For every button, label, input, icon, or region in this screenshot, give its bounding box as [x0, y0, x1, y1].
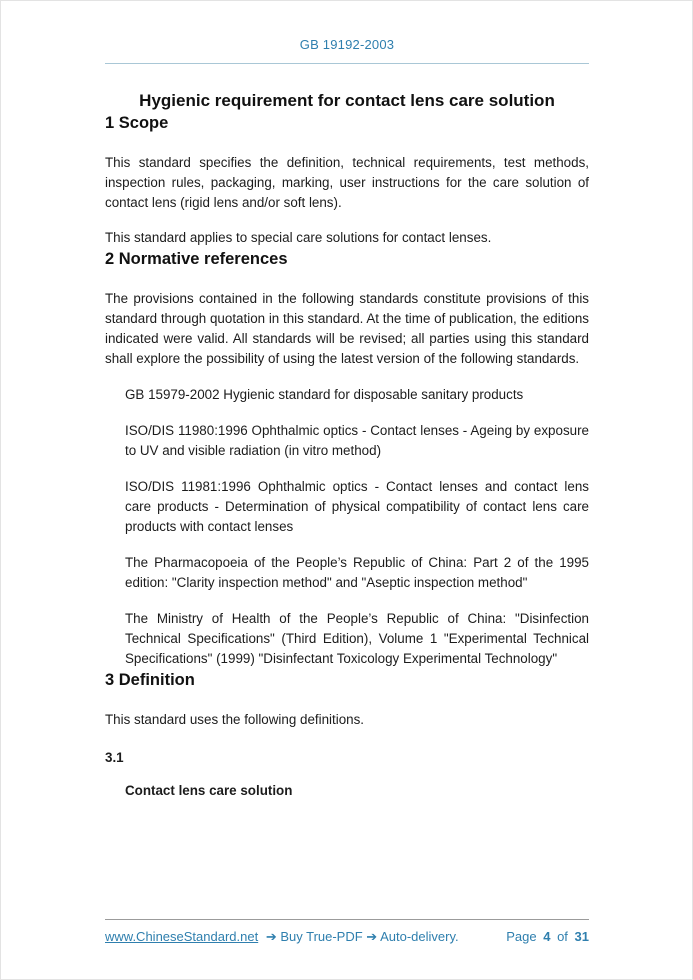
reference-item: The Ministry of Health of the People’s Republic of China: "Disinfection Technical Specifications" (Third Edition), Volume 1 "Experimental Technical Specifications" (1999) "Disinfectant Toxicology Experimental Technology"	[125, 611, 589, 666]
section-heading-scope: 1 Scope	[105, 114, 169, 132]
reference-item: ISO/DIS 11981:1996 Ophthalmic optics - Contact lenses and contact lens care products - Determination of physical compatibility of contact lens care products with contact lenses	[125, 479, 589, 534]
scope-paragraph-1: This standard specifies the definition, technical requirements, test methods, inspection rules, packaging, marking, user instructions for the care solution of contact lens (rigid lens and/or soft lens).	[105, 155, 589, 210]
footer-tagline: ➔ Buy True-PDF ➔ Auto-delivery.	[265, 929, 459, 944]
definition-intro-paragraph: This standard uses the following definitions.	[105, 712, 365, 727]
page-total: 31	[574, 929, 589, 944]
page-indicator	[503, 929, 589, 944]
scope-paragraph-2: This standard applies to special care solutions for contact lenses.	[105, 230, 492, 245]
of-label: of	[557, 929, 568, 944]
doc-number: GB 19192-2003	[299, 37, 395, 52]
website-link[interactable]: www.ChineseStandard.net	[105, 929, 259, 944]
page-label: Page	[506, 929, 537, 944]
clause-number: 3.1	[105, 750, 124, 765]
section-heading-definition: 3 Definition	[105, 671, 195, 689]
reference-item: GB 15979-2002 Hygienic standard for disposable sanitary products	[125, 387, 524, 402]
reference-item: ISO/DIS 11980:1996 Ophthalmic optics - Contact lenses - Ageing by exposure to UV and visible radiation (in vitro method)	[125, 423, 589, 458]
footer-left	[105, 929, 459, 945]
footer-divider	[105, 919, 589, 920]
header-divider	[105, 63, 589, 64]
section-heading-normative-references: 2 Normative references	[105, 250, 288, 268]
page-footer	[105, 919, 589, 945]
document-title: Hygienic requirement for contact lens care solution	[139, 91, 555, 110]
page-header	[105, 37, 589, 64]
term-title: Contact lens care solution	[125, 783, 293, 798]
page-number: 4	[543, 929, 551, 944]
reference-item: The Pharmacopoeia of the People’s Republic of China: Part 2 of the 1995 edition: "Clarity inspection method" and "Aseptic inspection method"	[125, 555, 589, 590]
normative-intro-paragraph: The provisions contained in the following standards constitute provisions of this standard through quotation in this standard. At the time of publication, the editions indicated were valid. All standards will be revised; all parties using this standard shall explore the possibility of using the latest version of the following standards.	[105, 291, 589, 366]
